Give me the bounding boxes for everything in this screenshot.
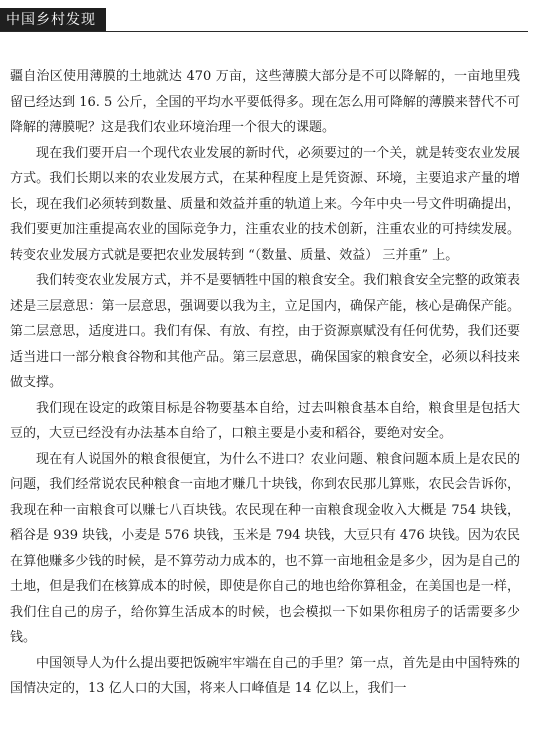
section-header-tab: [0, 8, 106, 32]
article-body: [10, 64, 520, 702]
paragraph: 现在我们要开启一个现代农业发展的新时代，必须要过的一个关，就是转变农业发展方式。我们长期以来的农业发展方式，在某种程度上是凭资源、环境，主要追求产量的增长，现在我们必须转到数量、质量和效益并重的轨道上来。今年中央一号文件明确提出，我们要更加注重提高农业的国际竞争力，注重农业的技术创新，注重农业的可持续发展。转变农业发展方式就是要把农业发展转到 “（数量、质量、效益） 三并重” 上。: [10, 145, 520, 263]
paragraph: 现在有人说国外的粮食很便宜，为什么不进口？农业问题、粮食问题本质上是农民的问题，我们经常说农民种粮食一亩地才赚几十块钱，你到农民那儿算账，农民会告诉你，我现在种一亩粮食可以赚七八百块钱。农民现在种一亩粮食现金收入大概是 754 块钱，稻谷是 939 块钱，小麦是 576 块钱，玉米是 794 块钱，大豆只有 476 块钱。因为农民在算他赚多少钱的时候，是不算劳动力成本的，也不算一亩地租金是多少，因为是自己的土地，但是我们在核算成本的时候，即使是你自己的地也给你算租金，在美国也是一样，我们住自己的房子，给你算生活成本的时候，也会模拟一下如果你租房子的话需要多少钱。: [10, 451, 520, 645]
header-divider: [0, 31, 528, 32]
paragraph: 我们转变农业发展方式，并不是要牺牲中国的粮食安全。我们粮食安全完整的政策表述是三层意思：第一层意思，强调要以我为主，立足国内，确保产能，核心是确保产能。第二层意思，适度进口。我们有保、有放、有控，由于资源禀赋没有任何优势，我们还要适当进口一部分粮食谷物和其他产品。第三层意思，确保国家的粮食安全，必须以科技来做支撑。: [10, 273, 520, 390]
paragraph: 我们现在设定的政策目标是谷物要基本自给，过去叫粮食基本自给，粮食里是包括大豆的，大豆已经没有办法基本自给了，口粮主要是小麦和稻谷，要绝对安全。: [10, 400, 520, 441]
section-title: 中国乡村发现: [6, 12, 96, 28]
paragraph: 中国领导人为什么提出要把饭碗牢牢端在自己的手里？第一点，首先是由中国特殊的国情决定的，13 亿人口的大国，将来人口峰值是 14 亿以上，我们一: [10, 655, 520, 696]
paragraph-continuation: 疆自治区使用薄膜的土地就达 470 万亩，这些薄膜大部分是不可以降解的，一亩地里残留已经达到 16. 5 公斤，全国的平均水平要低得多。现在怎么用可降解的薄膜来替代不可降解的薄膜呢？这是我们农业环境治理一个很大的课题。: [10, 69, 520, 135]
